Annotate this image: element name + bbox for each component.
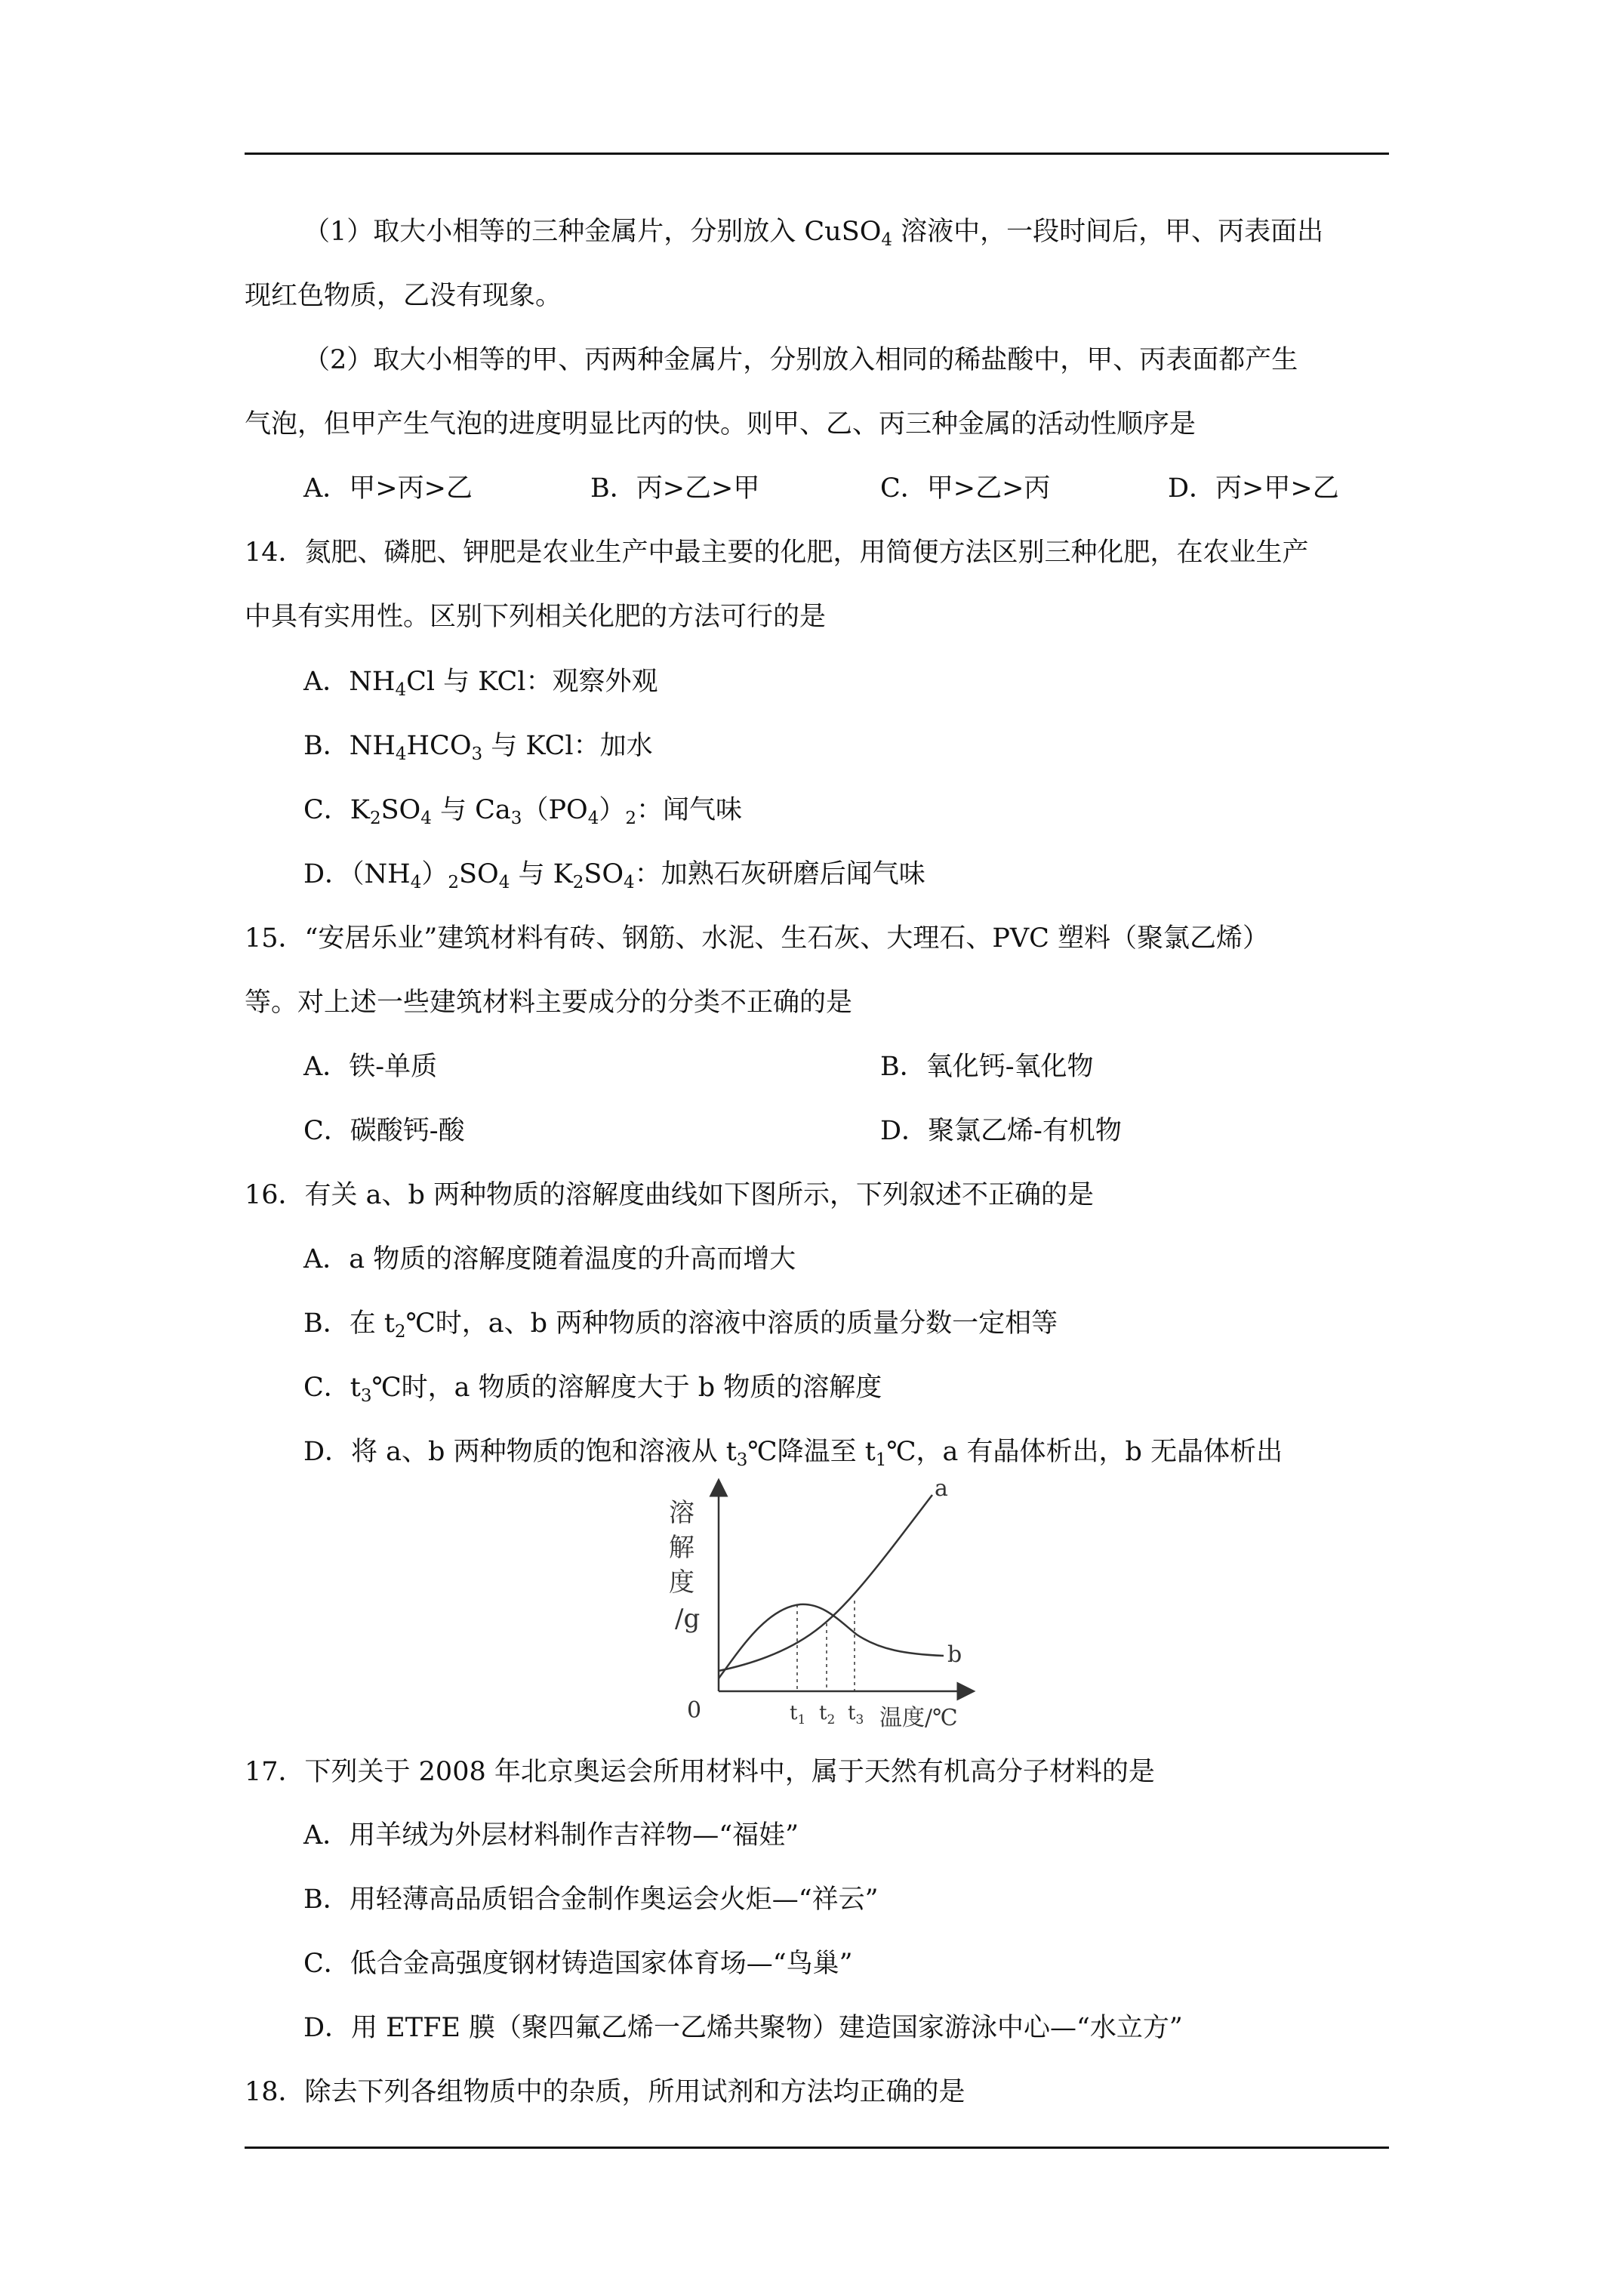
q13-statement-2b: 气泡，但甲产生气泡的进度明显比丙的快。则甲、乙、丙三种金属的活动性顺序是 xyxy=(245,409,1196,439)
q15-stem-2: 等。对上述一些建筑材料主要成分的分类不正确的是 xyxy=(245,988,853,1018)
curve-a xyxy=(719,1495,932,1671)
tick-t2: $t_2$ xyxy=(819,1702,836,1727)
q15-option-b: B．氧化钙-氧化物 xyxy=(880,1052,1094,1082)
y-axis-label-char-2: 解 xyxy=(669,1533,694,1563)
curve-b xyxy=(719,1604,944,1678)
header-rule xyxy=(245,153,1389,155)
q17-option-a: A．用羊绒为外层材料制作吉祥物—“福娃” xyxy=(303,1820,799,1851)
y-axis-label-char-3: 度 xyxy=(669,1567,694,1598)
q15-option-a: A．铁-单质 xyxy=(303,1052,438,1082)
q13-option-b: B．丙>乙>甲 xyxy=(590,473,760,504)
q14-option-b: B．$NH_4HCO_3$ 与 KCl：加水 xyxy=(303,731,653,764)
q14-option-c: C．$K_2SO_4$ 与 $Ca_3(PO_4)_2$：闻气味 xyxy=(303,795,742,828)
q13-option-c: C．甲>乙>丙 xyxy=(880,473,1051,504)
q14-option-d: D．$(NH_4)_2SO_4$ 与 $K_2SO_4$：加熟石灰研磨后闻气味 xyxy=(303,859,925,892)
q15-option-c: C．碳酸钙-酸 xyxy=(303,1116,465,1146)
q16-stem: 16．有关 a、b 两种物质的溶解度曲线如下图所示，下列叙述不正确的是 xyxy=(245,1180,1095,1210)
q16-option-a: A．a 物质的溶解度随着温度的升高而增大 xyxy=(303,1244,796,1274)
q17-option-b: B．用轻薄高品质铝合金制作奥运会火炬—“祥云” xyxy=(303,1885,879,1915)
y-axis-label-char-1: 溶 xyxy=(669,1498,694,1528)
q14-stem-1: 14．氮肥、磷肥、钾肥是农业生产中最主要的化肥，用简便方法区别三种化肥，在农业生产 xyxy=(245,538,1309,568)
y-axis-label-char-4: /g xyxy=(675,1604,701,1634)
q13-statement-1: （1）取大小相等的三种金属片，分别放入 CuSO$_4$ 溶液中，一段时间后，甲、丙表面出 xyxy=(303,217,1324,250)
q15-option-d: D．聚氯乙烯-有机物 xyxy=(880,1116,1122,1146)
curve-b-label: b xyxy=(947,1641,962,1668)
q14-option-a: A．$NH_4Cl$ 与 KCl：观察外观 xyxy=(303,667,658,700)
footer-rule xyxy=(245,2147,1389,2149)
curve-a-label: a xyxy=(935,1476,948,1502)
solubility-curve-figure xyxy=(664,1476,981,1740)
tick-t3: $t_3$ xyxy=(848,1702,864,1727)
q16-option-d: D．将 a、b 两种物质的饱和溶液从 $t_3℃$降温至 $t_1℃$，a 有晶体析出，b 无晶体析出 xyxy=(303,1437,1283,1470)
q16-option-b: B．在 $t_2℃$时，a、b 两种物质的溶液中溶质的质量分数一定相等 xyxy=(303,1308,1058,1342)
q13-option-d: D．丙>甲>乙 xyxy=(1168,473,1339,504)
q17-option-c: C．低合金高强度钢材铸造国家体育场—“鸟巢” xyxy=(303,1949,853,1979)
q17-stem: 17．下列关于 2008 年北京奥运会所用材料中，属于天然有机高分子材料的是 xyxy=(245,1757,1155,1787)
tick-t1: $t_1$ xyxy=(790,1702,806,1727)
q17-option-d: D．用 ETFE 膜（聚四氟乙烯一乙烯共聚物）建造国家游泳中心—“水立方” xyxy=(303,2013,1183,2043)
x-axis-label: 温度/℃ xyxy=(879,1705,958,1731)
origin-label: 0 xyxy=(687,1697,702,1724)
q13-option-a: A．甲>丙>乙 xyxy=(303,473,473,504)
q16-option-c: C．$t_3℃$时，a 物质的溶解度大于 b 物质的溶解度 xyxy=(303,1373,882,1406)
q14-stem-2: 中具有实用性。区别下列相关化肥的方法可行的是 xyxy=(245,602,827,632)
q15-stem-1: 15．“安居乐业”建筑材料有砖、钢筋、水泥、生石灰、大理石、PVC 塑料（聚氯乙烯） xyxy=(245,923,1270,954)
q13-statement-2: （2）取大小相等的甲、丙两种金属片，分别放入相同的稀盐酸中，甲、丙表面都产生 xyxy=(303,345,1298,375)
q13-statement-1b: 现红色物质，乙没有现象。 xyxy=(245,281,562,311)
q18-stem: 18．除去下列各组物质中的杂质，所用试剂和方法均正确的是 xyxy=(245,2077,965,2107)
